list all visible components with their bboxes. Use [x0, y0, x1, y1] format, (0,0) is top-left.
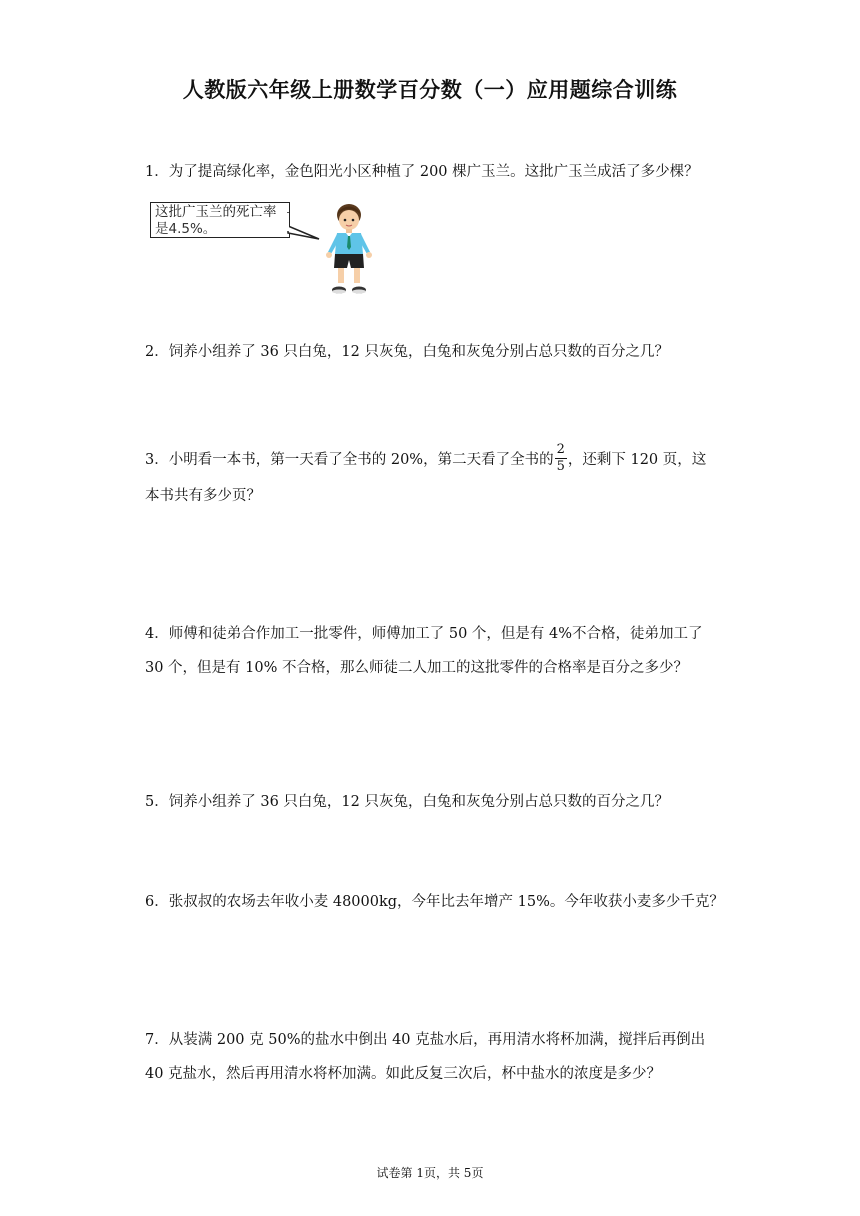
question-number: 4．: [145, 626, 169, 642]
question-text-part-a: 小明看一本书，第一天看了全书的 20%，第二天看了全书的: [168, 452, 554, 468]
question-number: 7．: [145, 1032, 169, 1048]
fraction: [555, 442, 567, 475]
question-text: 饲养小组养了 36 只白兔，12 只灰兔，白兔和灰兔分别占总只数的百分之几？: [168, 794, 669, 810]
question-7: [145, 1022, 745, 1058]
question-text-part-b: ，还剩下 120 页，这: [567, 452, 707, 468]
page-title: 人教版六年级上册数学百分数（一）应用题综合训练: [182, 78, 678, 102]
question-5: [145, 784, 745, 820]
question-3-line-2: 本书共有多少页？: [145, 488, 261, 504]
question-1: [145, 154, 745, 190]
question-number: 1．: [145, 164, 169, 180]
boy-illustration-icon: [318, 200, 380, 298]
speech-bubble: [150, 202, 290, 238]
question-4: [145, 616, 745, 652]
question-2: [145, 334, 745, 370]
fraction-denominator: 5: [556, 458, 565, 474]
question-text: 为了提高绿化率，金色阳光小区种植了 200 棵广玉兰。这批广玉兰成活了多少棵？: [168, 164, 699, 180]
question-6: [145, 884, 745, 920]
question-number: 6．: [145, 894, 169, 910]
question-text: 从装满 200 克 50%的盐水中倒出 40 克盐水后，再用清水将杯加满，搅拌后再倒出: [168, 1032, 706, 1048]
bubble-line-1: 这批广玉兰的死亡率: [155, 204, 277, 220]
question-number: 3．: [145, 452, 169, 468]
question-3: [145, 442, 745, 478]
question-text: 饲养小组养了 36 只白兔，12 只灰兔，白兔和灰兔分别占总只数的百分之几？: [168, 344, 669, 360]
question-text: 师傅和徒弟合作加工一批零件，师傅加工了 50 个，但是有 4%不合格，徒弟加工了: [168, 626, 703, 642]
question-number: 2．: [145, 344, 169, 360]
page-footer: 试卷第 1页，共 5页: [376, 1166, 484, 1180]
question-4-line-2: 30 个，但是有 10% 不合格，那么师徒二人加工的这批零件的合格率是百分之多少？: [145, 660, 689, 676]
question-number: 5．: [145, 794, 169, 810]
bubble-line-2: 是4.5%。: [155, 221, 217, 237]
question-7-line-2: 40 克盐水，然后再用清水将杯加满。如此反复三次后，杯中盐水的浓度是多少？: [145, 1066, 662, 1082]
question-text: 张叔叔的农场去年收小麦 48000kg，今年比去年增产 15%。今年收获小麦多少千克？: [168, 894, 724, 910]
speech-bubble-tail: [287, 211, 321, 241]
fraction-numerator: 2: [556, 441, 565, 457]
